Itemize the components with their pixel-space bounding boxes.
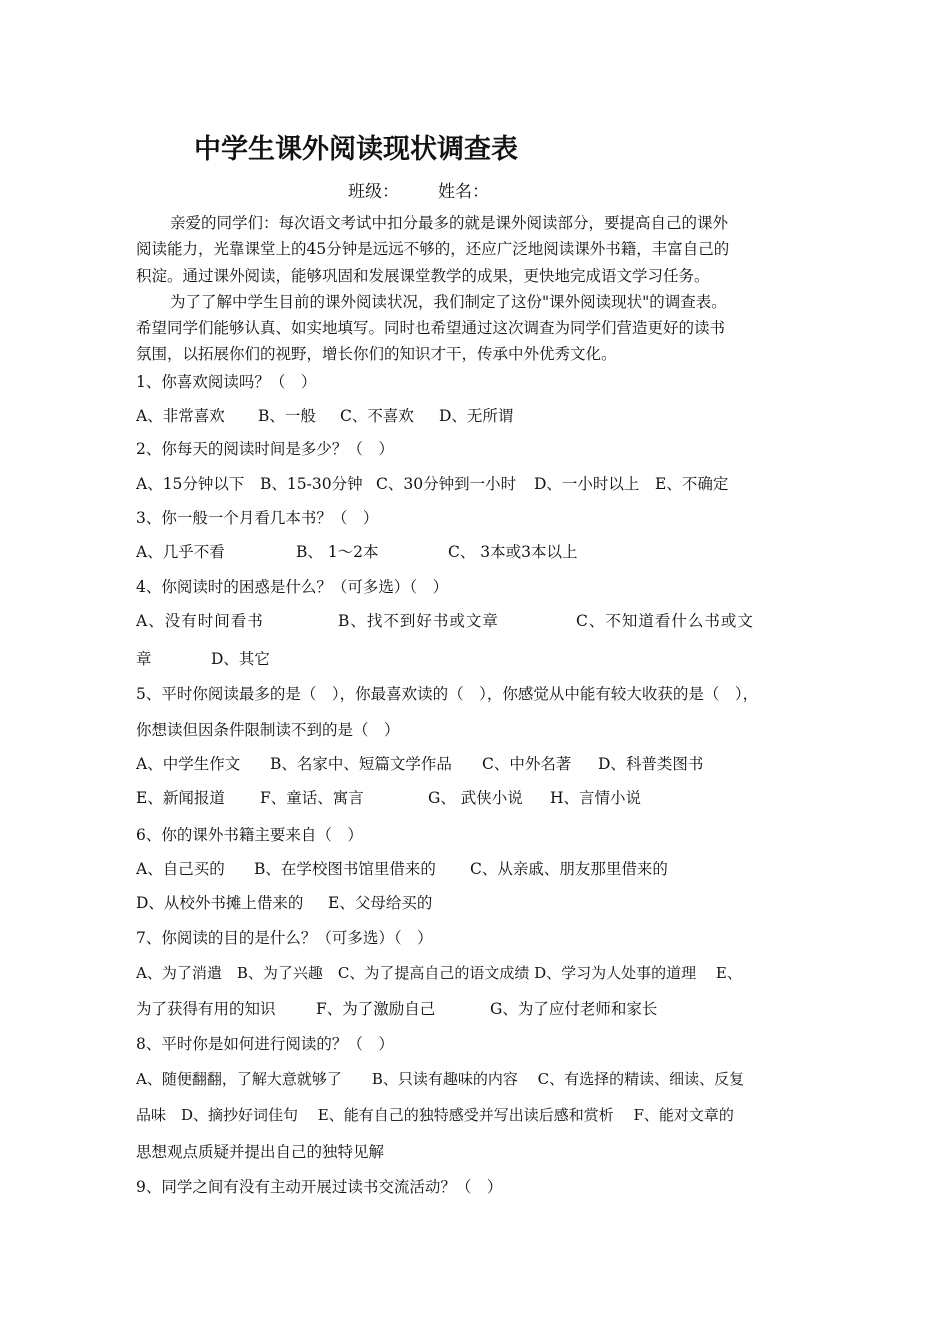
question-7: 7、你阅读的目的是什么？（可多选）（ ） bbox=[136, 929, 433, 947]
q1-option-a: A、非常喜欢 bbox=[136, 407, 225, 425]
q5-option-a: A、中学生作文 bbox=[136, 755, 241, 773]
question-5: 5、平时你阅读最多的是（ ），你最喜欢读的（ ），你感觉从中能有较大收获的是（ ）， bbox=[136, 685, 759, 703]
q5-option-d: D、科普类图书 bbox=[598, 755, 704, 773]
q7-option-g: G、为了应付老师和家长 bbox=[490, 1000, 658, 1018]
q7-option-e: 为了获得有用的知识 bbox=[136, 1000, 276, 1018]
question-4: 4、你阅读时的困惑是什么？（可多选）（ ） bbox=[136, 578, 449, 596]
q5-option-b: B、名家中、短篇文学作品 bbox=[270, 755, 452, 773]
intro-p1-line: 亲爱的同学们：每次语文考试中扣分最多的就是课外阅读部分，要提高自己的课外 bbox=[170, 214, 729, 232]
q6-option-d: D、从校外书摊上借来的 bbox=[136, 894, 304, 912]
q4-option-c-continued: 章 bbox=[136, 650, 152, 668]
q2-option-b: B、15-30分钟 bbox=[260, 475, 363, 493]
q6-option-b: B、在学校图书馆里借来的 bbox=[254, 860, 436, 878]
q5-option-h: H、言情小说 bbox=[550, 789, 642, 807]
q5-option-e: E、新闻报道 bbox=[136, 789, 225, 807]
q1-option-b: B、一般 bbox=[258, 407, 316, 425]
q4-option-b: B、找不到好书或文章 bbox=[338, 612, 499, 630]
intro-p2-line: 氛围，以拓展你们的视野，增长你们的知识才干，传承中外优秀文化。 bbox=[136, 345, 617, 363]
q8-options-line: 品味 D、摘抄好词佳句 E、能有自己的独特感受并写出读后感和赏析 F、能对文章的 bbox=[136, 1106, 734, 1124]
q8-options-line: A、随便翻翻，了解大意就够了 B、只读有趣味的内容 C、有选择的精读、细读、反复 bbox=[136, 1070, 745, 1088]
question-1: 1、你喜欢阅读吗？（ ） bbox=[136, 373, 317, 391]
q2-option-e: E、不确定 bbox=[655, 475, 729, 493]
intro-p2-line: 希望同学们能够认真、如实地填写。同时也希望通过这次调查为同学们营造更好的读书 bbox=[136, 319, 726, 337]
q4-option-a: A、没有时间看书 bbox=[136, 612, 264, 630]
q5-option-c: C、中外名著 bbox=[482, 755, 572, 773]
q3-option-b: B、 1～2本 bbox=[296, 543, 379, 561]
question-5-continued: 你想读但因条件限制读不到的是（ ） bbox=[136, 721, 400, 739]
question-3: 3、你一般一个月看几本书？（ ） bbox=[136, 509, 379, 527]
q2-option-d: D、一小时以上 bbox=[534, 475, 640, 493]
q4-option-d: D、其它 bbox=[211, 650, 270, 668]
question-2: 2、你每天的阅读时间是多少？（ ） bbox=[136, 440, 394, 458]
q7-option-f: F、为了激励自己 bbox=[316, 1000, 436, 1018]
name-label: 姓名： bbox=[438, 182, 489, 202]
q2-option-c: C、30分钟到一小时 bbox=[376, 475, 517, 493]
q6-option-e: E、父母给买的 bbox=[328, 894, 433, 912]
q3-option-c: C、 3本或3本以上 bbox=[448, 543, 578, 561]
q6-option-c: C、从亲戚、朋友那里借来的 bbox=[470, 860, 668, 878]
q8-options-line: 思想观点质疑并提出自己的独特见解 bbox=[136, 1143, 385, 1161]
intro-p1-line: 积淀。通过课外阅读，能够巩固和发展课堂教学的成果，更快地完成语文学习任务。 bbox=[136, 267, 710, 285]
question-6: 6、你的课外书籍主要来自（ ） bbox=[136, 826, 363, 844]
q7-options-line: A、为了消遣 B、为了兴趣 C、为了提高自己的语文成绩 D、学习为人处事的道理 E、 bbox=[136, 964, 742, 982]
intro-p2-line: 为了了解中学生目前的课外阅读状况，我们制定了这份"课外阅读现状"的调查表。 bbox=[170, 293, 727, 311]
q1-option-c: C、不喜欢 bbox=[340, 407, 414, 425]
class-label: 班级： bbox=[348, 182, 399, 202]
q4-option-c: C、不知道看什么书或文 bbox=[576, 612, 754, 630]
q5-option-g: G、 武侠小说 bbox=[428, 789, 523, 807]
q3-option-a: A、几乎不看 bbox=[136, 543, 225, 561]
q6-option-a: A、自己买的 bbox=[136, 860, 225, 878]
q2-option-a: A、15分钟以下 bbox=[136, 475, 245, 493]
intro-p1-line: 阅读能力，光靠课堂上的45分钟是远远不够的，还应广泛地阅读课外书籍，丰富自己的 bbox=[136, 240, 730, 258]
question-9: 9、同学之间有没有主动开展过读书交流活动？（ ） bbox=[136, 1178, 503, 1196]
page-title: 中学生课外阅读现状调查表 bbox=[194, 134, 518, 165]
question-8: 8、平时你是如何进行阅读的？（ ） bbox=[136, 1035, 394, 1053]
q5-option-f: F、童话、寓言 bbox=[260, 789, 364, 807]
q1-option-d: D、无所谓 bbox=[439, 407, 514, 425]
